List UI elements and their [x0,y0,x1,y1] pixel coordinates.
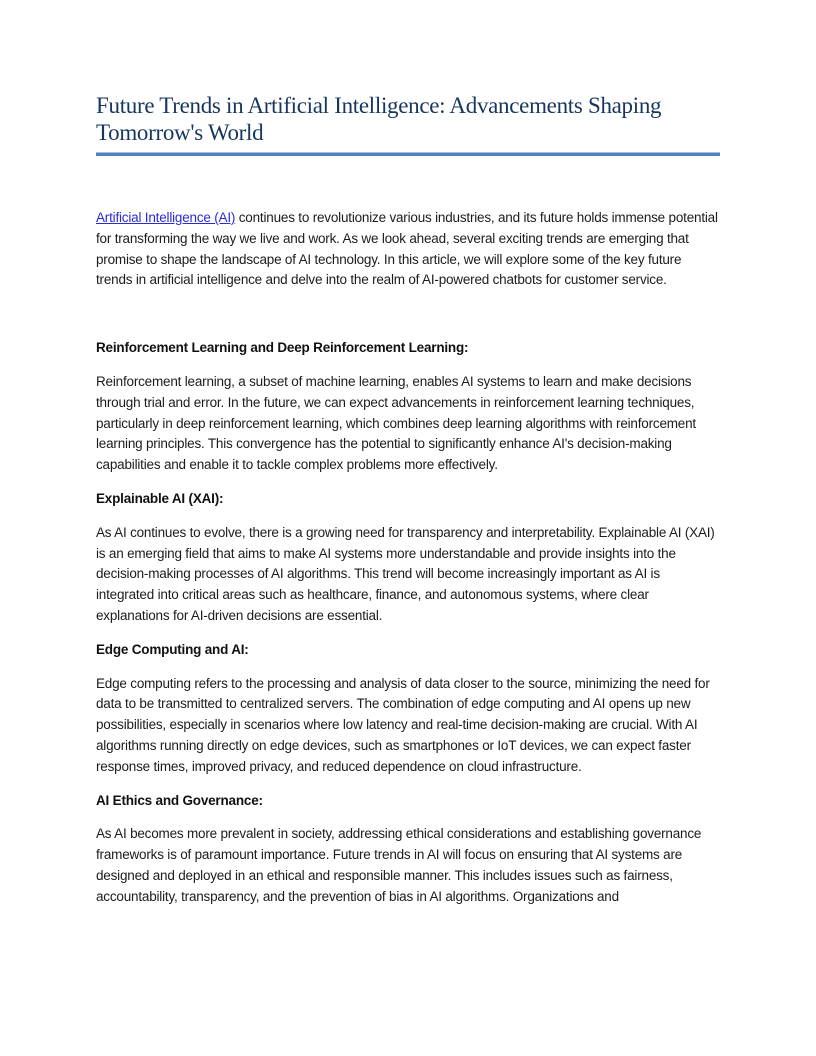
blank-line-spacer [96,304,720,338]
document-title-line-1: Future Trends in Artificial Intelligence: Advancements Shaping [96,93,662,118]
section-paragraph-reinforcement-learning: Reinforcement learning, a subset of machine learning, enables AI systems to learn and make decisions through trial and error. In the future, we can expect advancements in reinforcement learning techniques, particularly in deep reinforcement learning, which combines deep learning algorithms with reinforcement learning principles. This convergence has the potential to significantly enhance AI's decision-making capabilities and enable it to tackle complex problems more effectively. [96,373,696,473]
document-title-line-2: Tomorrow's World [96,120,264,145]
section-heading-reinforcement-learning: Reinforcement Learning and Deep Reinforcement Learning: [96,340,469,356]
section-paragraph-explainable-ai: As AI continues to evolve, there is a growing need for transparency and interpretability. Explainable AI (XAI) is an emerging field that aims to make AI systems more understandable and provide insights into the decision-making processes of AI algorithms. This trend will become increasingly important as AI is integrated into critical areas such as healthcare, finance, and autonomous systems, where clear explanations for AI-driven decisions are essential. [96,524,715,623]
section-heading-edge-computing: Edge Computing and AI: [96,641,249,657]
section-heading-explainable-ai: Explainable AI (XAI): [96,490,224,506]
title-rule [96,152,720,156]
artificial-intelligence-link[interactable]: Artificial Intelligence (AI) [96,210,236,225]
section-heading-ai-ethics: AI Ethics and Governance: [96,792,263,808]
section-paragraph-edge-computing: Edge computing refers to the processing and analysis of data closer to the source, minimizing the need for data to be transmitted to centralized servers. The combination of edge computing and AI opens up new possibilities, especially in scenarios where low latency and real-time decision-making are crucial. With AI algorithms running directly on edge devices, such as smartphones or IoT devices, we can expect faster response times, improved privacy, and reduced dependence on cloud infrastructure. [96,675,710,774]
intro-paragraph [96,208,720,291]
section-paragraph-ai-ethics: As AI becomes more prevalent in society, addressing ethical considerations and establishing governance frameworks is of paramount importance. Future trends in AI will focus on ensuring that AI systems are designed and deployed in an ethical and responsible manner. This includes issues such as fairness, accountability, transparency, and the prevention of bias in AI algorithms. Organizations and [96,826,702,904]
document-title [96,92,720,146]
intro-paragraph-text: continues to revolutionize various industries, and its future holds immense potential for transforming the way we live and work. As we look ahead, several exciting trends are emerging that promise to shape the landscape of AI technology. In this article, we will explore some of the key future trends in artificial intelligence and delve into the realm of AI-powered chatbots for customer service. [96,210,718,288]
